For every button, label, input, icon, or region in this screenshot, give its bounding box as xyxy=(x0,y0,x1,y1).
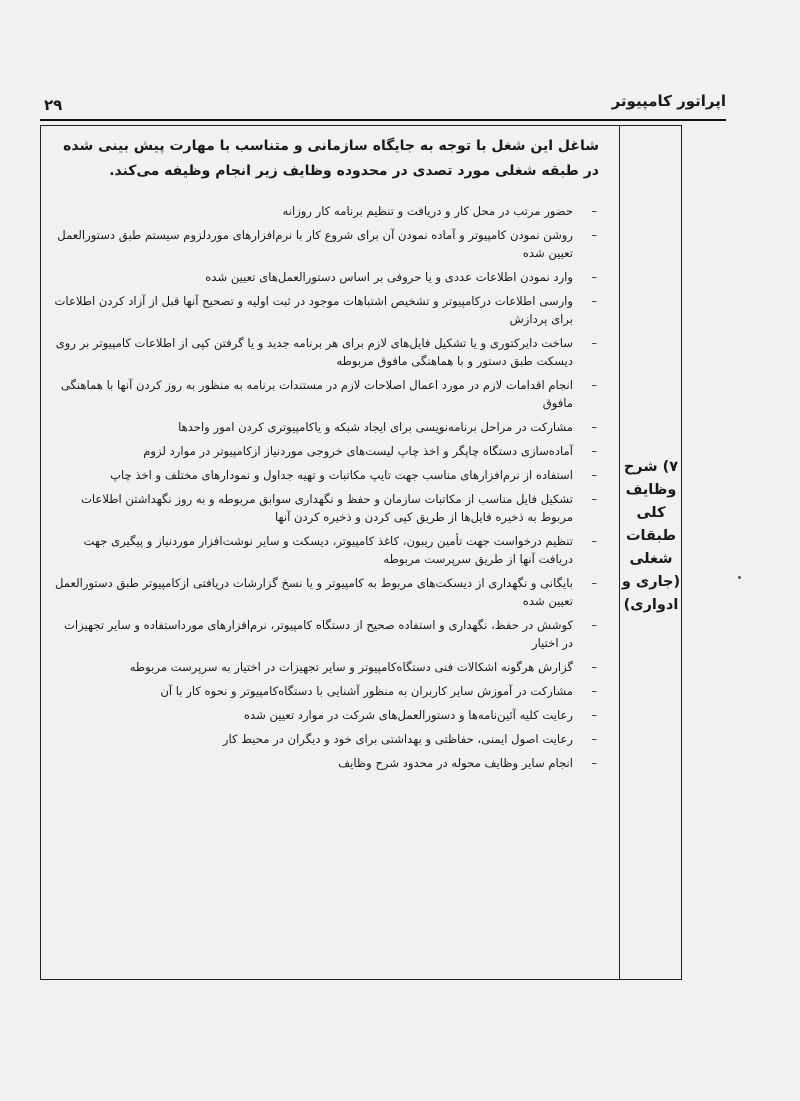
duty-item xyxy=(51,334,599,370)
duty-text: تشکیل فایل مناسب از مکاتبات سازمان و حفظ و نگهداری سوابق مربوطه و به روز نگهداشتن اطلاعات مربوط به ذخیره فایل‌ها از طریق کپی کردن و ذخیره کردن آنها xyxy=(80,492,573,524)
duty-text: انجام اقدامات لازم در مورد اعمال اصلاحات لازم در مستندات برنامه به منظور به روز کردن آنها با هماهنگی مافوق xyxy=(60,378,573,410)
duty-text: گزارش هرگونه اشکالات فنی دستگاه‌کامپیوتر و سایر تجهیزات در اختیار به سرپرست مربوطه xyxy=(129,660,573,674)
duty-item xyxy=(51,292,599,328)
duty-text: رعایت اصول ایمنی، حفاظتی و بهداشتی برای خود و دیگران در محیط کار xyxy=(222,732,573,746)
dash-marker: – xyxy=(591,534,597,548)
section-label-line: ادواری) xyxy=(623,597,679,613)
dash-marker: – xyxy=(591,756,597,770)
section-label-line: (جاری و xyxy=(621,574,681,590)
dash-marker: – xyxy=(591,444,597,458)
section-label-line: وظایف xyxy=(625,482,677,498)
dash-marker: – xyxy=(591,684,597,698)
dash-marker: – xyxy=(591,336,597,350)
section-label-line: ۷) شرح xyxy=(623,459,679,475)
page-title: اپراتور کامپیوتر xyxy=(611,92,726,110)
dash-marker: – xyxy=(591,492,597,506)
header-rule xyxy=(40,119,726,121)
dash-marker: – xyxy=(591,420,597,434)
duty-text: کوشش در حفظ، نگهداری و استفاده صحیح از دستگاه کامپیوتر، نرم‌افزارهای مورداستفاده و سایر تجهیزات در اختیار xyxy=(64,618,573,650)
duty-text: وارد نمودن اطلاعات عددی و یا حروفی بر اساس دستورالعمل‌های تعیین شده xyxy=(205,270,573,284)
scan-speck xyxy=(738,576,741,579)
duty-text: وارسی اطلاعات درکامپیوتر و تشخیص اشتباهات موجود در ثبت اولیه و تصحیح آنها قبل از آزاد کردن اطلاعات برای پردازش xyxy=(54,294,573,326)
duty-text: استفاده از نرم‌افزارهای مناسب جهت تایپ مکاتبات و تهیه جداول و نمودارهای مختلف و اخذ چاپ xyxy=(110,468,573,482)
dash-marker: – xyxy=(591,228,597,242)
duty-item xyxy=(51,730,599,748)
dash-marker: – xyxy=(591,378,597,392)
dash-marker: – xyxy=(591,204,597,218)
duty-item xyxy=(51,418,599,436)
dash-marker: – xyxy=(591,732,597,746)
duty-item xyxy=(51,442,599,460)
duty-item xyxy=(51,376,599,412)
duty-text: تنظیم درخواست جهت تأمین ریبون، کاغذ کامپیوتر، دیسکت و سایر نوشت‌افزار موردنیاز و پیگیری جهت دریافت آنها از طریق سرپرست مربوطه xyxy=(83,534,573,566)
duty-item xyxy=(51,574,599,610)
duty-text: رعایت کلیه آئین‌نامه‌ها و دستورالعمل‌های شرکت در موارد تعیین شده xyxy=(243,708,573,722)
duty-item xyxy=(51,682,599,700)
duty-text: آماده‌سازی دستگاه چاپگر و اخذ چاپ لیست‌های خروجی موردنیاز ازکامپیوتر در موارد لزوم xyxy=(143,444,573,458)
duty-text: انجام سایر وظایف محوله در محدود شرح وظایف xyxy=(338,756,573,770)
dash-marker: – xyxy=(591,294,597,308)
dash-marker: – xyxy=(591,708,597,722)
duty-text: حضور مرتب در محل کار و دریافت و تنظیم برنامه کار روزانه xyxy=(282,204,573,218)
duty-item xyxy=(51,532,599,568)
section-label-line: شغلی xyxy=(629,551,673,567)
duty-item xyxy=(51,268,599,286)
duties-content xyxy=(51,134,599,778)
duty-text: روشن نمودن کامپیوتر و آماده نمودن آن برای شروع کار با نرم‌افزارهای موردلزوم سیستم طبق دستورالعمل تعیین شده xyxy=(57,228,573,260)
duty-item xyxy=(51,754,599,772)
dash-marker: – xyxy=(591,660,597,674)
intro-paragraph: شاغل این شغل با توجه به جایگاه سازمانی و متناسب با مهارت پیش بینی شده در طبقه شغلی مورد تصدی در محدوده وظایف زیر انجام وظیفه می‌کند. xyxy=(63,138,599,179)
dash-marker: – xyxy=(591,576,597,590)
duties-list xyxy=(51,202,599,772)
page-number: ۲۹ xyxy=(44,96,63,114)
section-label-line: طبقات xyxy=(625,528,677,544)
duty-item xyxy=(51,706,599,724)
duty-text: مشارکت در آموزش سایر کاربران به منظور آشنایی با دستگاه‌کامپیوتر و نحوه کار با آن xyxy=(160,684,573,698)
duty-text: مشارکت در مراحل برنامه‌نویسی برای ایجاد شبکه و یاکامپیوتری کردن امور واحدها xyxy=(178,420,573,434)
job-description-table xyxy=(40,125,682,980)
duty-text: بایگانی و نگهداری از دیسکت‌های مربوط به کامپیوتر و یا نسخ گزارشات دریافتی ازکامپیوتر طبق دستورالعمل تعیین شده xyxy=(55,576,573,608)
duty-item xyxy=(51,616,599,652)
duty-item xyxy=(51,466,599,484)
section-label xyxy=(621,456,681,617)
duty-text: ساخت دایرکتوری و یا تشکیل فایل‌های لازم برای هر برنامه جدید و یا گرفتن کپی از اطلاعات کامپیوتر بر روی دیسکت طبق دستور و با هماهنگی مافوق مربوطه xyxy=(55,336,573,368)
dash-marker: – xyxy=(591,618,597,632)
duty-item xyxy=(51,226,599,262)
duty-item xyxy=(51,490,599,526)
duty-item xyxy=(51,658,599,676)
section-label-line: کلی xyxy=(636,505,666,521)
dash-marker: – xyxy=(591,468,597,482)
dash-marker: – xyxy=(591,270,597,284)
column-divider xyxy=(619,126,620,979)
duty-item xyxy=(51,202,599,220)
